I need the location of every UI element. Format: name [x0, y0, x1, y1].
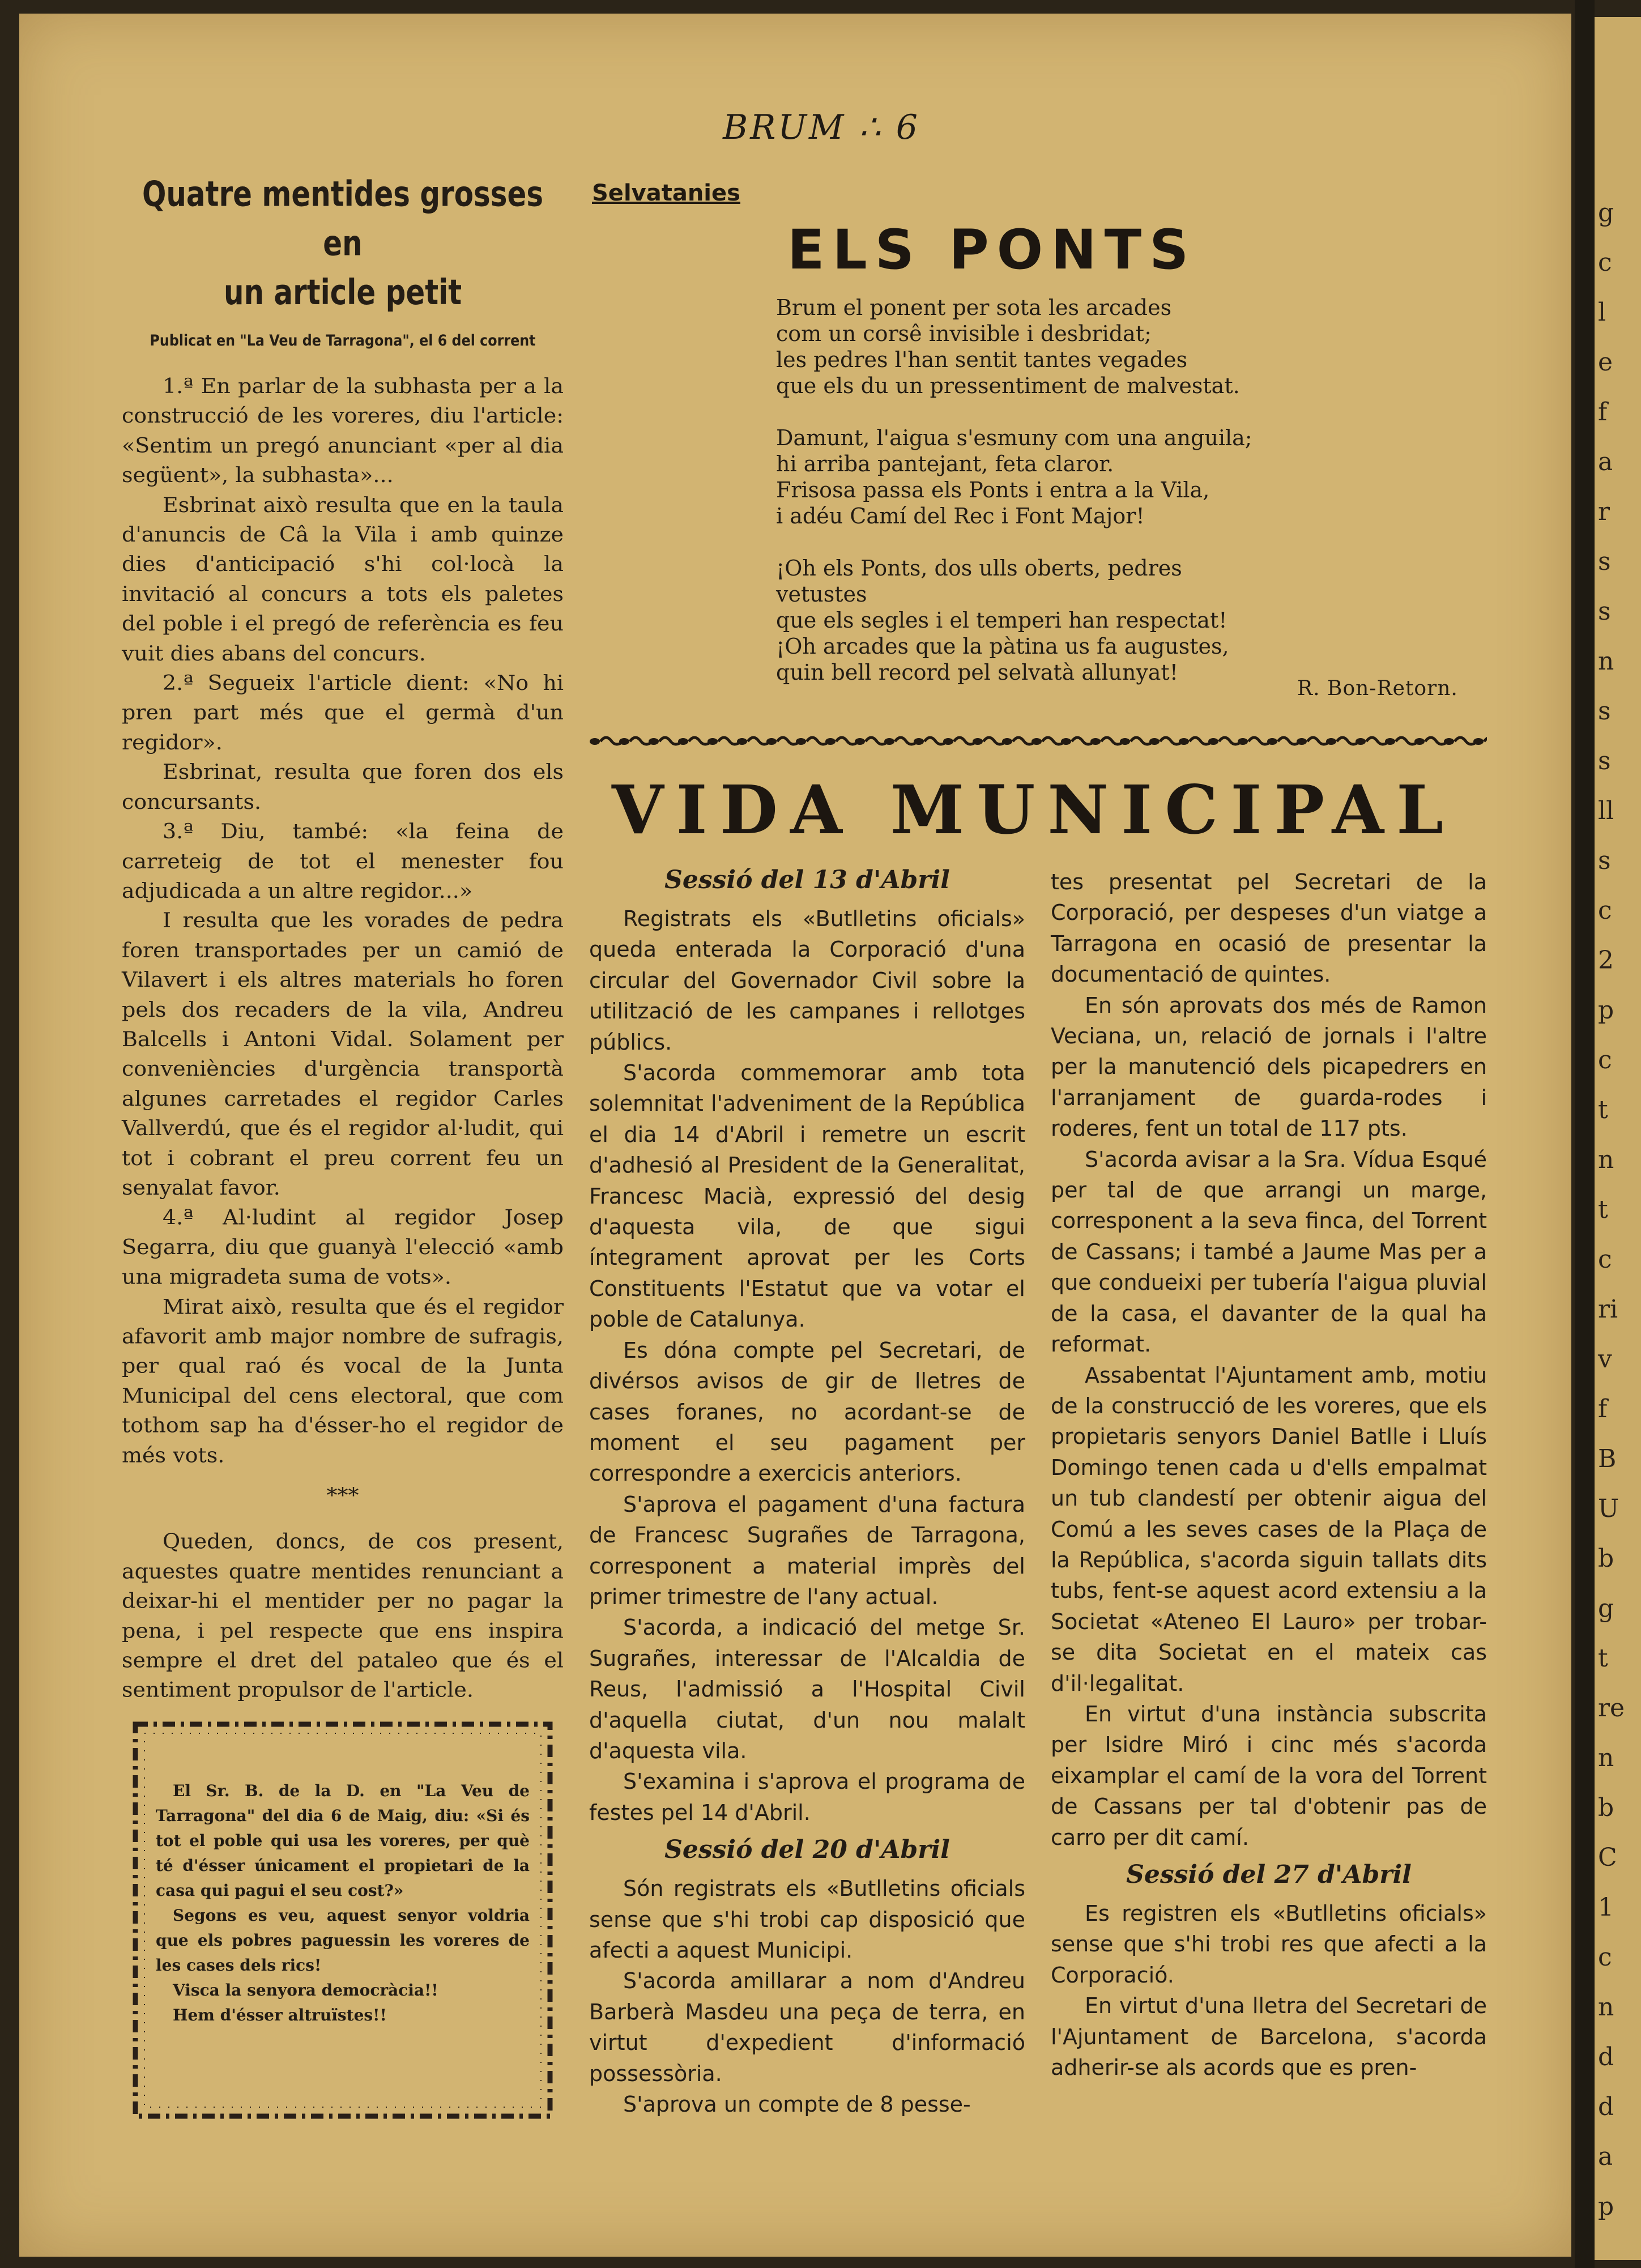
next-page-fragment: g [1598, 198, 1614, 227]
next-page-fragment: t [1598, 1644, 1608, 1673]
next-page-fragment: p [1598, 2192, 1614, 2221]
ornament-dot [1297, 738, 1307, 745]
next-page-fragment: 1 [1598, 1893, 1614, 1922]
minutes-paragraph: S'acorda amillarar a nom d'Andreu Barberà Masdeu una peça de terra, en virtut d'expedient d'informació possessòria. [589, 1968, 1025, 2086]
minutes-paragraph: Es registren els «Butlletins oficials» sense que s'hi trobi res que afecti a la Corporació. [1051, 1901, 1487, 1988]
next-page-fragment: n [1598, 1145, 1614, 1174]
minutes-paragraph: S'examina i s'aprova el programa de festes pel 14 d'Abril. [589, 1769, 1025, 1825]
next-page-fragment: s [1598, 846, 1611, 875]
ornament-wave [1484, 737, 1487, 744]
poem-line: les pedres l'han sentit tantes vegades [776, 347, 1188, 372]
boxed-note [127, 1716, 558, 2124]
article-closing: Queden, doncs, de cos present, aquestes quatre mentides renunciant a deixar-hi el mentider per no pagar la pena, i pel respecte que ens inspira sempre el dret del pataleo que és el sentiment propulsor de l'article. [122, 1529, 564, 1702]
next-page-fragment: c [1598, 896, 1612, 925]
poem-line: que els du un pressentiment de malvestat. [776, 373, 1240, 398]
boxed-note-text [156, 1779, 530, 2028]
poem-body [776, 295, 1275, 711]
section-separator: *** [326, 1483, 359, 1508]
boxed-note-paragraph: Visca la senyora democràcia!! [173, 1981, 438, 2000]
next-page-fragment: v [1598, 1345, 1612, 1374]
ornament-dot [1149, 738, 1160, 745]
poem-line: com un corsê invisible i desbridat; [776, 321, 1152, 346]
minutes-paragraph: En són aprovats dos més de Ramon Veciana, un, relació de jornals i l'altre per la manutenció dels picapedrers en l'arranjament de guarda-rodes i roderes, fent un total de 117 pts. [1051, 992, 1487, 1141]
article-paragraph: Esbrinat això resulta que en la taula d'anuncis de Câ la Vila i amb quinze dies d'anticipació s'hi col·locà la invitació al concurs a tots els paletes del poble i el pregó de referència es feu vuit dies abans del concurs. [122, 492, 564, 666]
poem-author: R. Bon-Retorn. [1297, 677, 1458, 700]
next-page-fragment: f [1598, 1395, 1608, 1423]
ornament-dot [1267, 738, 1277, 745]
ornament-dot [1090, 738, 1101, 745]
poem-line: Brum el ponent per sota les arcades [776, 295, 1172, 320]
ornament-dot [1385, 738, 1395, 745]
next-page-fragment: n [1598, 1743, 1614, 1772]
next-page-edge [1595, 17, 1641, 2260]
next-page-fragment: e [1598, 348, 1613, 377]
ornament-dot [766, 738, 777, 745]
ornament-dot [590, 738, 600, 745]
next-page-fragment: b [1598, 1793, 1614, 1822]
article-paragraph: 2.ª Segueix l'article dient: «No hi pren part més que el germà d'un regidor». [122, 671, 564, 754]
article-body [122, 371, 564, 1704]
minutes-paragraph: En virtut d'una instància subscrita per Isidre Miró i cinc més s'acorda eixamplar el camí de la vora del Torrent de Cassans per tal d'obtenir pas de carro per dit camí. [1051, 1701, 1487, 1850]
next-page-fragment: a [1598, 447, 1613, 476]
next-page-fragment: s [1598, 697, 1611, 726]
article-paragraph: I resulta que les vorades de pedra foren transportades per un camió de Vilavert i els altres materials ho foren pels dos recaders de la vila, Andreu Balcells i Antoni Vidal. Solament per conveniències d'urgència transportà algunes carretades el regidor Carles Vallverdú, que és el regidor al·ludit, qui tot i cobrant el preu corrent feu un senyalat favor. [122, 908, 564, 1200]
ornamental-divider [589, 731, 1487, 752]
next-page-fragment: re [1598, 1694, 1625, 1723]
next-page-fragment: B [1598, 1444, 1617, 1473]
article-title-line1: Quatre mentides grosses en [142, 174, 544, 264]
next-page-fragment: ri [1598, 1295, 1618, 1324]
minutes-paragraph: En virtut d'una lletra del Secretari de l'Ajuntament de Barcelona, s'acorda adherir-se als acords que es pren- [1051, 1993, 1487, 2081]
next-page-fragment: c [1598, 1046, 1612, 1075]
minutes-paragraph: S'aprova el pagament d'una factura de Francesc Sugrañes de Tarragona, corresponent a material imprès del primer trimestre de l'any actual. [589, 1491, 1025, 1609]
article-subtitle: Publicat en "La Veu de Tarragona", el 6 del corrent [150, 331, 536, 349]
poem-line: i adéu Camí del Rec i Font Major! [776, 504, 1145, 528]
next-page-fragment: g [1598, 1594, 1614, 1623]
ornament-dot [914, 738, 924, 745]
next-page-fragment: l [1598, 298, 1606, 327]
next-page-fragment: s [1598, 597, 1611, 626]
boxed-note-paragraph: Segons es veu, aquest senyor voldria que els pobres paguessin les voreres de les cases dels rics! [156, 1906, 530, 1975]
boxed-note-paragraph: Hem d'ésser altruïstes!! [173, 2006, 387, 2024]
next-page-fragment: ll [1598, 796, 1614, 825]
article-paragraph: 3.ª Diu, també: «la feina de carreteig de tot el menester fou adjudicada a un altre regidor...» [122, 819, 564, 903]
ornament-dot [737, 738, 747, 745]
ornament-dot [1326, 738, 1336, 745]
section-label: Selvatanies [592, 180, 740, 206]
ornament-dot [1208, 738, 1218, 745]
ornament-dot [884, 738, 894, 745]
poem-stanza [776, 295, 1275, 399]
ornament-dot [1002, 738, 1012, 745]
ornament-dot [973, 738, 983, 745]
ornament-dot [825, 738, 836, 745]
session-heading: Sessió del 27 d'Abril [1126, 1860, 1412, 1889]
minutes-paragraph: Assabentat l'Ajuntament amb, motiu de la construcció de les voreres, que els propietaris senyors Daniel Batlle i Lluís Domingo tenen cada u d'ells empalmat un tub clandestí per obtenir aigua del Comú a les seves cases de la Plaça de la República, s'acorda siguin tallats dits tubs, fent-se aquest acord extensiu a la Societat «Ateneo El Lauro» per trobar-se dita Societat en el mateix cas d'il·legalitat. [1051, 1362, 1487, 1696]
ornament-dot [1120, 738, 1130, 745]
municipal-column-1 [589, 858, 1025, 2120]
municipal-column-2 [1051, 867, 1487, 2083]
poem-stanza [776, 555, 1275, 685]
next-page-fragment: s [1598, 747, 1611, 775]
minutes-paragraph: S'aprova un compte de 8 pesse- [623, 2092, 971, 2117]
next-page-fragment: d [1598, 2092, 1614, 2121]
ornament-dot [855, 738, 865, 745]
next-page-fragment: p [1598, 996, 1614, 1025]
section-title: VIDA MUNICIPAL [612, 770, 1456, 849]
ornament-dot [707, 738, 718, 745]
next-page-fragment: f [1598, 398, 1608, 427]
poem-line: Damunt, l'aigua s'esmuny com una anguila; [776, 425, 1252, 450]
poem-stanza [776, 425, 1275, 529]
next-page-fragment: b [1598, 1544, 1614, 1573]
next-page-fragment: n [1598, 647, 1614, 676]
ornament-dot [796, 738, 806, 745]
next-page-fragment: s [1598, 547, 1611, 576]
next-page-fragment: n [1598, 1993, 1614, 2022]
next-page-fragment: U [1598, 1494, 1619, 1523]
minutes-paragraph: Registrats els «Butlletins oficials» queda enterada la Corporació d'una circular del Governador Civil sobre la utilització de les campanes i rellotges públics. [589, 906, 1025, 1055]
session-heading: Sessió del 20 d'Abril [664, 1835, 950, 1865]
minutes-paragraph: S'acorda avisar a la Sra. Vídua Esqué per tal de que arrangi un marge, corresponent a la seva finca, del Torrent de Cassans; i també a Jaume Mas per a que condueixi per tubería l'aigua pluvial de la casa, el davanter de la qual ha reformat. [1051, 1146, 1487, 1357]
next-page-fragment: 2 [1598, 946, 1614, 975]
article-paragraph: Esbrinat, resulta que foren dos els concursants. [122, 760, 564, 814]
boxed-note-paragraph: El Sr. B. de la D. en "La Veu de Tarragona" del dia 6 de Maig, diu: «Si és tot el poble qui usa les voreres, per què té d'ésser únicament el propietari de la casa qui pagui el seu cost?» [156, 1781, 530, 1900]
binding-edge [1575, 0, 1595, 2268]
next-page-fragment: r [1598, 497, 1610, 526]
ornament-dot [1238, 738, 1248, 745]
poem-line: ¡Oh arcades que la pàtina us fa augustes, [776, 634, 1229, 659]
poem-title: ELS PONTS [787, 218, 1197, 282]
article-paragraph: Mirat això, resulta que és el regidor afavorit amb major nombre de sufragis, per qual raó és vocal de la Junta Municipal del cens electoral, que com tothom sap ha d'ésser-ho el regidor de més vots. [122, 1294, 564, 1467]
next-page-fragment: t [1598, 1095, 1608, 1124]
article-paragraph: 1.ª En parlar de la subhasta per a la construcció de les voreres, diu l'article: «Sentim un pregó anunciant «per al dia següent», la subhasta»... [122, 374, 564, 487]
ornament-dot [1061, 738, 1071, 745]
next-page-fragment: d [1598, 2043, 1614, 2071]
ornament-dot [1032, 738, 1042, 745]
running-header: BRUM ∴ 6 [723, 108, 920, 147]
next-page-fragment: c [1598, 1943, 1612, 1972]
next-page-fragment: t [1598, 1195, 1608, 1224]
ornament-dot [1414, 738, 1425, 745]
minutes-paragraph: Es dóna compte pel Secretari, de divérsos avisos de gir de lletres de cases foranes, no acordant-se de moment el seu pagament per correspondre a exercicis anteriors. [589, 1337, 1025, 1486]
ornament-dot [678, 738, 688, 745]
article-title-line2: un article petit [223, 272, 462, 313]
ornament-dot [649, 738, 659, 745]
ornament-dot [943, 738, 953, 745]
poem-line: Frisosa passa els Ponts i entra a la Vila, [776, 478, 1210, 502]
next-page-fragment: c [1598, 248, 1612, 277]
poem-line: quin bell record pel selvatà allunyat! [776, 660, 1178, 685]
minutes-paragraph: tes presentat pel Secretari de la Corporació, per despeses d'un viatge a Tarragona en ocasió de presentar la documentació de quintes. [1051, 869, 1487, 987]
minutes-paragraph: Són registrats els «Butlletins oficials sense que s'hi trobi cap disposició que afecti a aquest Municipi. [589, 1876, 1025, 1963]
ornament-dot [1473, 738, 1484, 745]
ornament-dot [619, 738, 629, 745]
ornament-dot [1356, 738, 1366, 745]
article-paragraph: 4.ª Al·ludint al regidor Josep Segarra, diu que guanyà l'elecció «amb una migradeta suma de vots». [122, 1205, 564, 1289]
session-heading: Sessió del 13 d'Abril [664, 866, 950, 894]
next-page-fragment: a [1598, 2142, 1613, 2171]
next-page-fragment: c [1598, 1245, 1612, 1274]
minutes-paragraph: S'acorda, a indicació del metge Sr. Sugrañes, interessar de l'Alcaldia de Reus, l'admissió a l'Hospital Civil d'aquella ciutat, d'un nou malalt d'aquesta vila. [589, 1615, 1025, 1763]
poem-line: que els segles i el temperi han respectat! [776, 608, 1227, 633]
ornament-dot [1179, 738, 1189, 745]
poem-line: hi arriba pantejant, feta claror. [776, 451, 1114, 476]
next-page-fragment: C [1598, 1843, 1617, 1872]
minutes-paragraph: S'acorda commemorar amb tota solemnitat l'adveniment de la República el dia 14 d'Abril i remetre un escrit d'adhesió al President de la Generalitat, Francesc Macià, expressió del desig d'aquesta vila, de que sigui íntegrament aprovat per les Corts Constituents l'Estatut que va votar el poble de Catalunya. [589, 1060, 1025, 1332]
left-article [122, 170, 564, 1705]
ornament-dot [1444, 738, 1454, 745]
poem-line: ¡Oh els Ponts, dos ulls oberts, pedres vetustes [776, 556, 1182, 607]
